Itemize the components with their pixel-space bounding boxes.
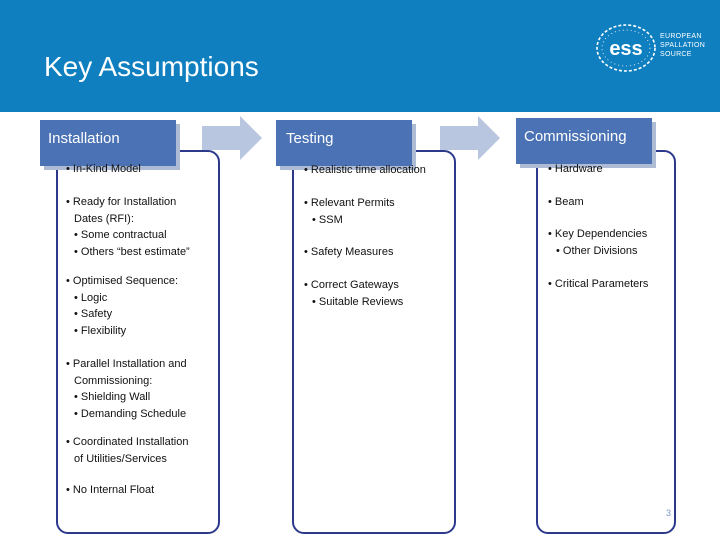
item-text: • Safety Measures xyxy=(304,246,394,258)
item-text: • Hardware xyxy=(548,163,603,175)
item-text: Dates (RFI): xyxy=(74,212,134,225)
item-text: • Key Dependencies xyxy=(548,228,648,240)
item-subtext: • Flexibility xyxy=(74,324,127,337)
logo-line: SPALLATION xyxy=(660,42,706,49)
item-text: of Utilities/Services xyxy=(74,452,167,465)
item-text: • Parallel Installation and xyxy=(66,358,187,370)
logo-line: SOURCE xyxy=(660,51,692,58)
installation-item xyxy=(66,161,141,178)
installation-item xyxy=(66,273,178,339)
item-text: • Realistic time allocation xyxy=(304,164,426,176)
logo-line: EUROPEAN xyxy=(660,33,702,40)
item-text: • Correct Gateways xyxy=(304,279,399,291)
installation-item xyxy=(66,482,154,499)
page-number: 3 xyxy=(666,508,672,518)
installation-tab xyxy=(40,120,176,166)
arrow-right-icon xyxy=(440,116,500,160)
item-text: • Beam xyxy=(548,196,584,208)
item-text: • No Internal Float xyxy=(66,484,155,496)
item-subtext: • Others “best estimate” xyxy=(74,245,190,258)
installation-item xyxy=(66,434,188,467)
testing-item xyxy=(304,162,426,179)
item-text: • Coordinated Installation xyxy=(66,436,189,448)
item-subtext: • Demanding Schedule xyxy=(74,407,187,420)
item-subtext: • Suitable Reviews xyxy=(312,295,404,308)
arrow-right-icon xyxy=(202,116,262,160)
item-text: • Ready for Installation xyxy=(66,196,177,208)
item-subtext: • Shielding Wall xyxy=(74,391,151,403)
item-subtext: • Safety xyxy=(74,308,113,320)
item-text: • Optimised Sequence: xyxy=(66,275,179,287)
item-text: Commissioning: xyxy=(74,374,153,387)
installation-heading: Installation xyxy=(48,130,120,147)
item-text: • Critical Parameters xyxy=(548,278,649,290)
item-text: • Relevant Permits xyxy=(304,197,395,209)
item-text: • In-Kind Model xyxy=(66,163,141,175)
testing-item xyxy=(304,244,393,261)
item-subtext: • SSM xyxy=(312,213,343,226)
commissioning-tab xyxy=(516,118,652,164)
ess-logo xyxy=(594,22,706,74)
page-title: Key Assumptions xyxy=(44,51,259,82)
testing-item xyxy=(304,195,395,228)
commissioning-item xyxy=(548,161,603,178)
testing-tab xyxy=(276,120,412,166)
logo-mark: ess xyxy=(609,38,643,60)
ess-logo-icon xyxy=(594,22,658,74)
commissioning-item xyxy=(548,276,648,293)
commissioning-item xyxy=(548,226,647,259)
commissioning-heading: Commissioning xyxy=(524,128,627,145)
commissioning-item xyxy=(548,194,584,211)
testing-heading: Testing xyxy=(286,130,334,147)
installation-item xyxy=(66,356,187,422)
installation-item xyxy=(66,194,190,260)
item-subtext: • Other Divisions xyxy=(556,244,638,257)
item-subtext: • Some contractual xyxy=(74,229,167,241)
testing-item xyxy=(304,277,403,310)
header-band xyxy=(0,0,720,112)
item-subtext: • Logic xyxy=(74,291,108,304)
logo-wordmark xyxy=(660,32,705,59)
